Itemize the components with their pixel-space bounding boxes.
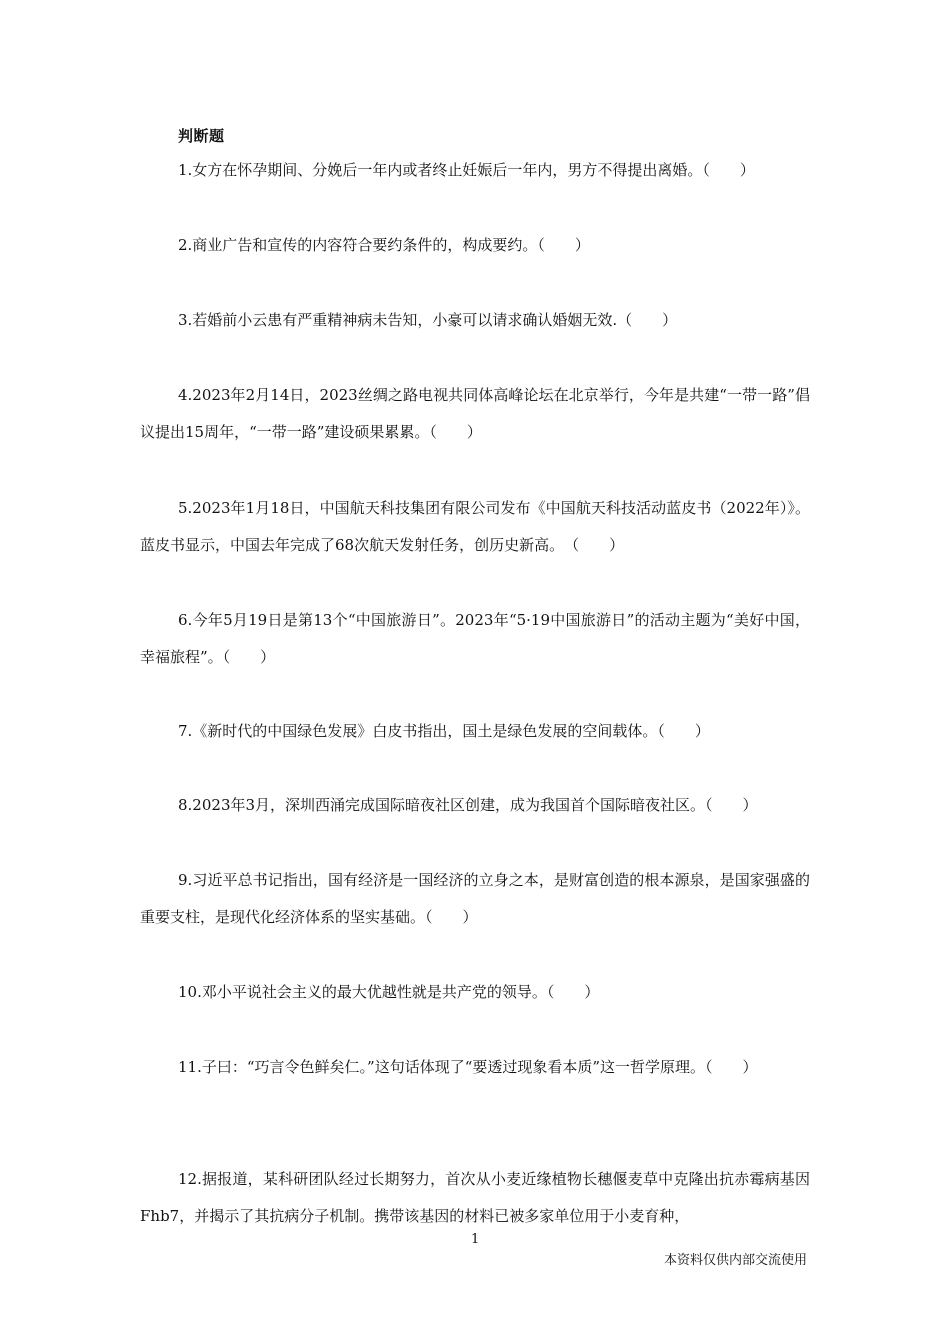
question-9: 9.习近平总书记指出，国有经济是一国经济的立身之本，是财富创造的根本源泉，是国家强盛的重要支柱，是现代化经济体系的坚实基础。（ ） bbox=[140, 871, 810, 926]
question-12: 12.据报道，某科研团队经过长期努力，首次从小麦近缘植物长穗偃麦草中克隆出抗赤霉病基因Fhb7，并揭示了其抗病分子机制。携带该基因的材料已被多家单位用于小麦育种， bbox=[140, 1170, 810, 1225]
question-7: 7.《新时代的中国绿色发展》白皮书指出，国土是绿色发展的空间载体。（ ） bbox=[178, 722, 710, 740]
question-1: 1.女方在怀孕期间、分娩后一年内或者终止妊娠后一年内，男方不得提出离婚。（ ） bbox=[178, 161, 755, 179]
question-11: 11.子曰：“巧言令色鲜矣仁。”这句话体现了“要透过现象看本质”这一哲学原理。（ ） bbox=[178, 1058, 758, 1076]
question-5: 5.2023年1月18日，中国航天科技集团有限公司发布《中国航天科技活动蓝皮书（2022年）》。蓝皮书显示，中国去年完成了68次航天发射任务，创历史新高。 （ ） bbox=[140, 499, 810, 554]
question-8: 8.2023年3月，深圳西涌完成国际暗夜社区创建，成为我国首个国际暗夜社区。（ ） bbox=[178, 796, 758, 814]
question-10: 10.邓小平说社会主义的最大优越性就是共产党的领导。（ ） bbox=[178, 983, 600, 1001]
question-2: 2.商业广告和宣传的内容符合要约条件的，构成要约。（ ） bbox=[178, 236, 590, 254]
footer-note: 本资料仅供内部交流使用 bbox=[663, 1253, 807, 1268]
question-4: 4.2023年2月14日，2023丝绸之路电视共同体高峰论坛在北京举行，今年是共建“一带一路”倡议提出15周年，“一带一路”建设硕果累累。（ ） bbox=[140, 386, 810, 441]
section-heading: 判断题 bbox=[178, 127, 225, 145]
page-number: 1 bbox=[471, 1232, 480, 1247]
question-6: 6.今年5月19日是第13个“中国旅游日”。2023年“5·19中国旅游日”的活动主题为“美好中国，幸福旅程”。（ ） bbox=[140, 611, 810, 666]
question-3: 3.若婚前小云患有严重精神病未告知，小豪可以请求确认婚姻无效.（ ） bbox=[178, 311, 678, 329]
